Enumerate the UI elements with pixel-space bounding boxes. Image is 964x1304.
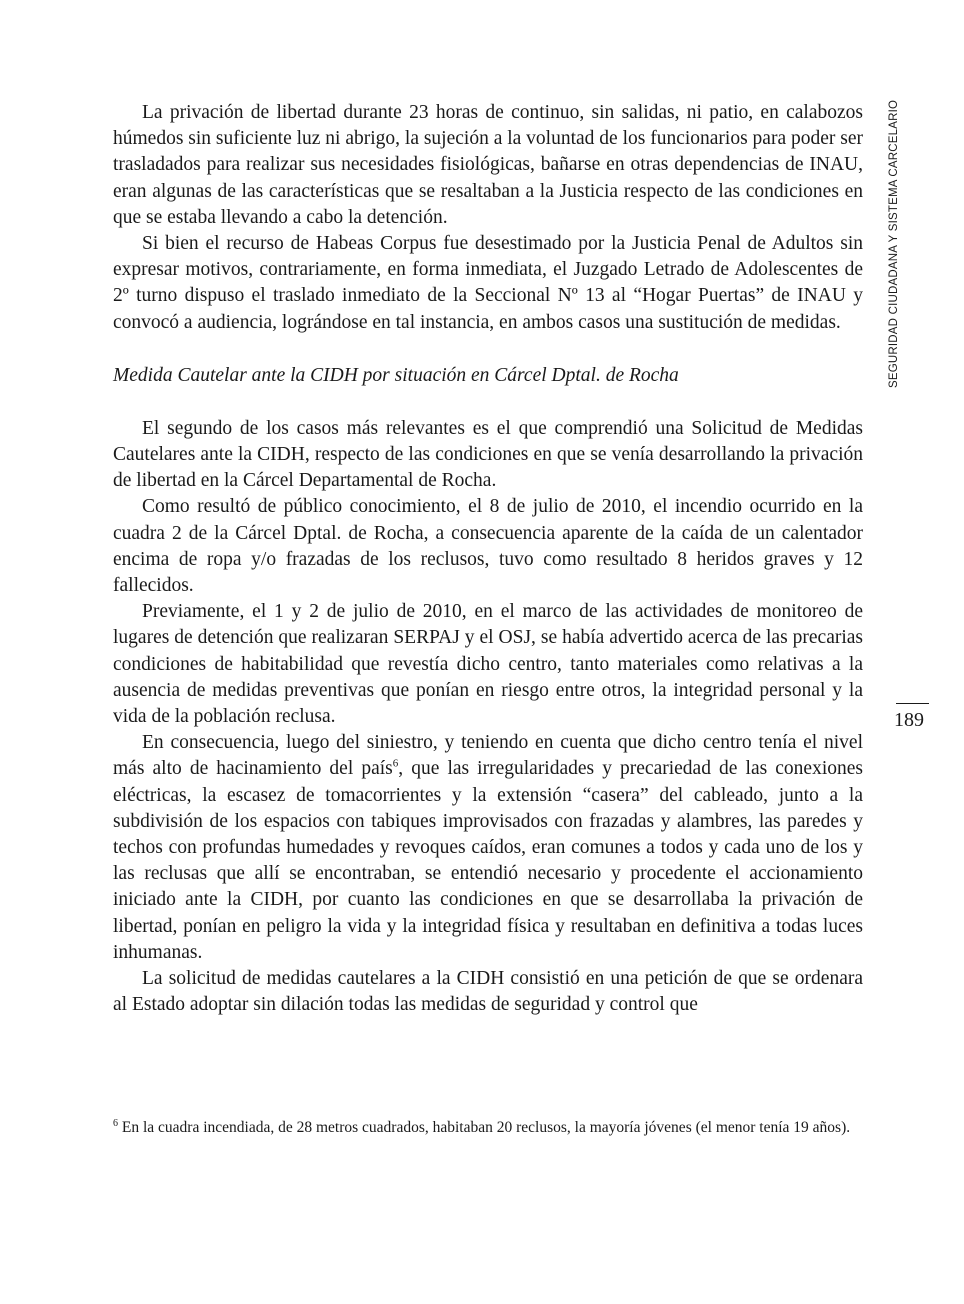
paragraph: Previamente, el 1 y 2 de julio de 2010, en el marco de las actividades de monitoreo de lugares de detención que realizaran SERPAJ y el OSJ, se había advertido acerca de las precarias condiciones de habitabilidad que revestía dicho centro, tanto materiales como relativas a la ausencia de medidas preventivas que ponían en riesgo entre otros, la integridad personal y la vida de la población reclusa. <box>113 601 863 728</box>
paragraph-text: , que las irregularidades y precariedad de las conexiones eléctricas, la escasez de tomacorrientes y la extensión “casera” del cableado, junto a la subdivisión de los espacios con tabiques improvisados con frazadas y alambres, las paredes y techos con profundas humedades y revoques caídos, eran comunes a todos y cada uno de los y las reclusas que allí se encontraban, se entendió necesario y procedente el accionamiento iniciado ante la CIDH, por cuanto las condiciones en que se desarrollaba la privación de libertad, ponían en peligro la vida y la integridad física y resultaban en definitiva a todas luces inhumanas. <box>113 758 863 963</box>
paragraph-with-footnote <box>113 730 863 966</box>
footnote <box>113 1118 863 1138</box>
footnote-reference: 6 <box>392 757 399 770</box>
paragraph: Como resultó de público conocimiento, el 8 de julio de 2010, el incendio ocurrido en la cuadra 2 de la Cárcel Dptal. de Rocha, a consecuencia aparente de la caída de un calentador encima de ropa y/o frazadas de los reclusos, tuvo como resultado 8 heridos graves y 12 fallecidos. <box>113 496 863 597</box>
paragraph: La solicitud de medidas cautelares a la CIDH consistió en una petición de que se ordenara al Estado adoptar sin dilación todas las medidas de seguridad y control que <box>113 968 863 1016</box>
footnote-text: En la cuadra incendiada, de 28 metros cuadrados, habitaban 20 reclusos, la mayoría jóvenes (el menor tenía 19 años). <box>121 1119 851 1136</box>
page-number-rule <box>896 703 929 704</box>
body-text <box>113 100 863 1019</box>
paragraph-text: En consecuencia, luego del siniestro, y teniendo en cuenta que dicho centro tenía el nivel más alto de hacinamiento del país <box>113 732 863 780</box>
paragraph: Si bien el recurso de Habeas Corpus fue desestimado por la Justicia Penal de Adultos sin expresar motivos, contrariamente, en forma inmediata, el Juzgado Letrado de Adolescentes de 2º turno dispuso el traslado inmediato de la Seccional Nº 13 al “Hogar Puertas” de INAU y convocó a audiencia, lográndose en tal instancia, en ambos casos una sustitución de medidas. <box>113 233 863 333</box>
section-heading: Medida Cautelar ante la CIDH por situación en Cárcel Dptal. de Rocha <box>113 364 679 386</box>
footnote-marker: 6 <box>113 1117 118 1129</box>
running-title: SEGURIDAD CIUDADANA Y SISTEMA CARCELARIO <box>888 99 900 388</box>
page-number: 189 <box>894 709 924 731</box>
paragraph: La privación de libertad durante 23 horas de continuo, sin salidas, ni patio, en calabozos húmedos sin suficiente luz ni abrigo, la sujeción a la voluntad de los funcionarios para poder ser trasladados para realizar sus necesidades fisiológicas, bañarse en otras dependencias de INAU, eran algunas de las características que se resaltaban a la Justicia respecto de las condiciones en que se estaba llevando a cabo la detención. <box>113 102 863 228</box>
paragraph: El segundo de los casos más relevantes es el que comprendió una Solicitud de Medidas Cautelares ante la CIDH, respecto de las condiciones en que se venía desarrollando la privación de libertad en la Cárcel Departamental de Rocha. <box>113 417 863 492</box>
